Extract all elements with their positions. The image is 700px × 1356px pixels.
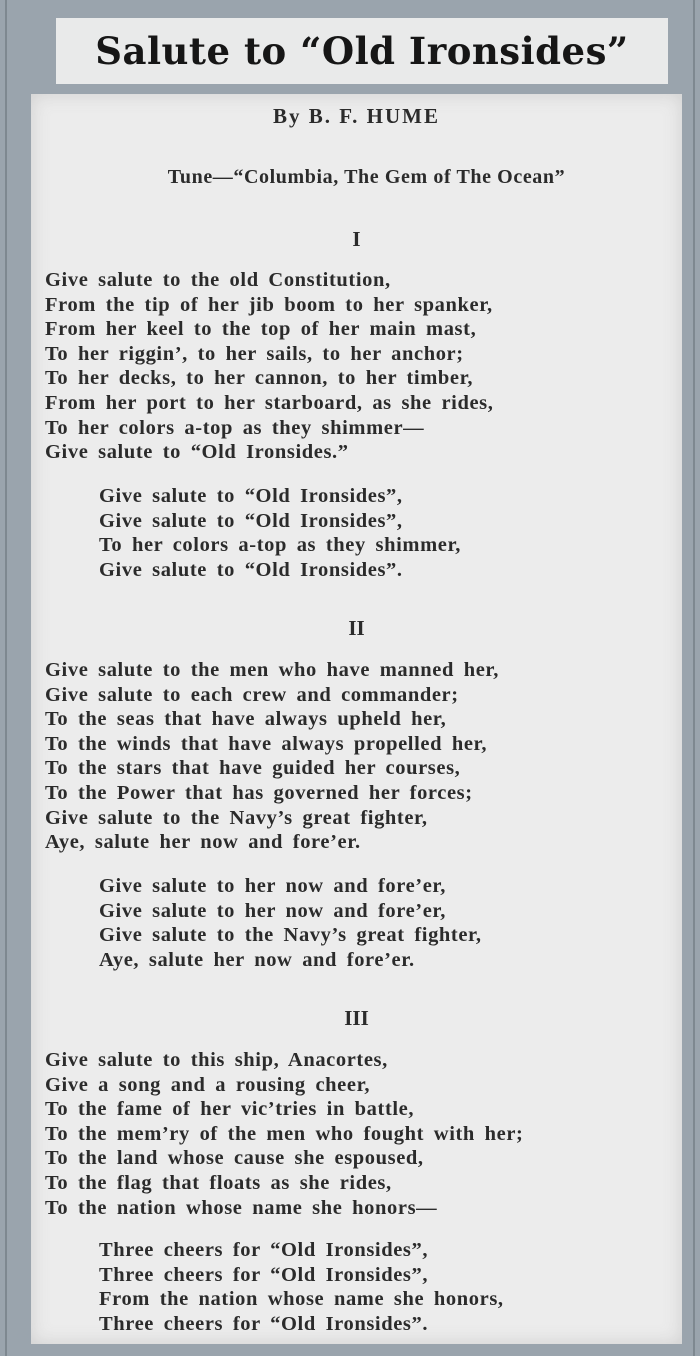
verse-line: To the flag that floats as she rides,: [45, 1171, 392, 1194]
chorus-line: Three cheers for “Old Ironsides”.: [99, 1312, 429, 1335]
chorus-line: Give salute to the Navy’s great fighter,: [99, 924, 482, 947]
verse-line: To the land whose cause she espoused,: [45, 1147, 424, 1170]
chorus-2: [99, 874, 482, 972]
frame-border-right: [693, 0, 695, 1356]
verse-line: To the seas that have always upheld her,: [45, 708, 447, 731]
verse-line: Aye, salute her now and fore’er.: [45, 831, 361, 854]
poem-title: Salute to “Old Ironsides”: [95, 29, 629, 73]
chorus-3: [99, 1238, 504, 1336]
chorus-line: Give salute to “Old Ironsides”,: [99, 485, 403, 507]
chorus-line: From the nation whose name she honors,: [99, 1288, 504, 1311]
newspaper-clipping: [31, 94, 682, 1344]
verse-line: Give salute to “Old Ironsides.”: [45, 441, 349, 464]
verse-3: [45, 1048, 523, 1220]
chorus-line: Give salute to her now and fore’er,: [99, 875, 446, 897]
verse-line: To the nation whose name she honors—: [45, 1196, 438, 1219]
chorus-line: To her colors a-top as they shimmer,: [99, 534, 462, 557]
verse-line: To the stars that have guided her courses,: [45, 757, 461, 780]
verse-line: Give salute to the men who have manned her,: [45, 659, 499, 681]
chorus-line: Give salute to her now and fore’er,: [99, 899, 446, 922]
verse-line: To her riggin’, to her sails, to her anchor;: [45, 342, 464, 365]
verse-line: Give salute to each crew and commander;: [45, 683, 459, 706]
verse-line: Give salute to the Navy’s great fighter,: [45, 806, 428, 829]
chorus-line: Give salute to “Old Ironsides”,: [99, 509, 403, 532]
frame-border-left: [5, 0, 7, 1356]
byline: By B. F. HUME: [273, 104, 440, 128]
verse-line: From her keel to the top of her main mast,: [45, 318, 477, 341]
verse-line: To the fame of her vic’tries in battle,: [45, 1098, 415, 1121]
chorus-line: Aye, salute her now and fore’er.: [99, 948, 415, 971]
chorus-line: Three cheers for “Old Ironsides”,: [99, 1263, 429, 1286]
verse-line: To the mem’ry of the men who fought with her;: [45, 1122, 524, 1145]
verse-line: Give salute to this ship, Anacortes,: [45, 1049, 388, 1071]
verse-line: To the Power that has governed her forces;: [45, 781, 473, 804]
verse-line: From the tip of her jib boom to her spanker,: [45, 293, 493, 316]
headline-box: [56, 18, 668, 84]
section-numeral-3: III: [344, 1006, 369, 1030]
verse-line: To her colors a-top as they shimmer—: [45, 416, 425, 439]
verse-2: [45, 658, 499, 855]
tune-line: Tune—“Columbia, The Gem of The Ocean”: [167, 166, 566, 188]
verse-1: [45, 268, 493, 465]
section-numeral-2: II: [348, 616, 365, 640]
chorus-1: [99, 484, 461, 582]
verse-line: From her port to her starboard, as she rides,: [45, 391, 494, 414]
section-numeral-1: I: [352, 227, 361, 251]
verse-line: Give a song and a rousing cheer,: [45, 1073, 371, 1096]
verse-line: Give salute to the old Constitution,: [45, 269, 391, 291]
chorus-line: Give salute to “Old Ironsides”.: [99, 558, 403, 581]
verse-line: To her decks, to her cannon, to her timber,: [45, 367, 474, 390]
chorus-line: Three cheers for “Old Ironsides”,: [99, 1239, 429, 1261]
verse-line: To the winds that have always propelled her,: [45, 732, 488, 755]
